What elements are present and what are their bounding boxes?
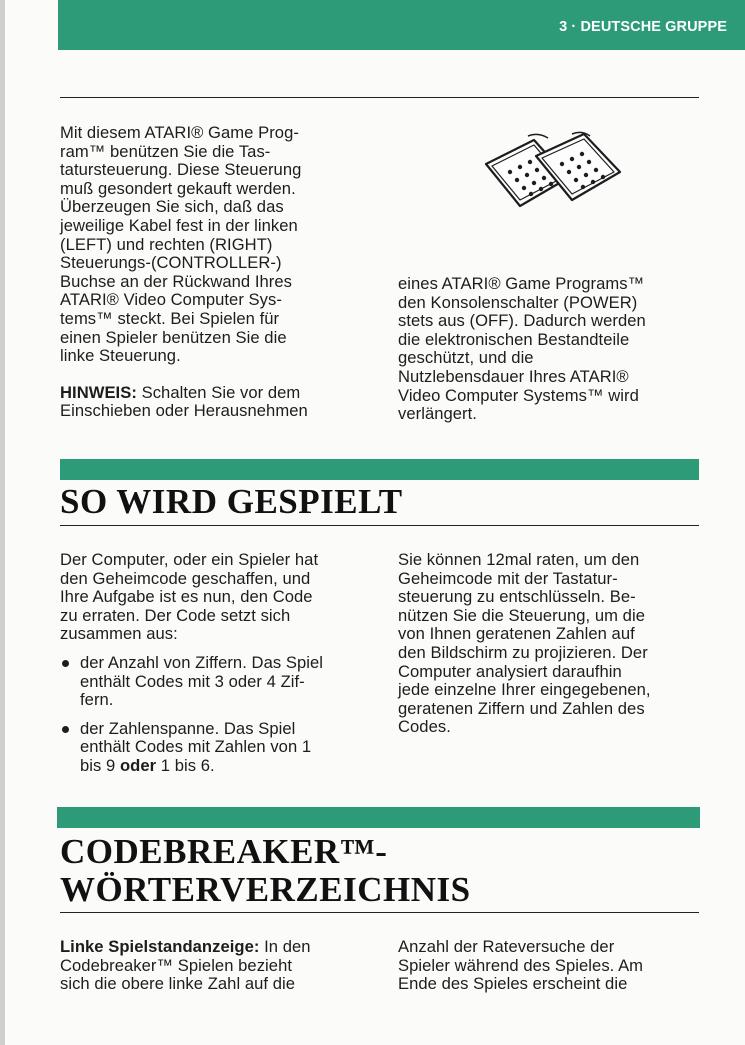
text-line: linke Steuerung. — [60, 346, 181, 366]
text-line: eines ATARI® Game Programs™ — [398, 274, 645, 293]
text-line: einen Spieler benützen Sie die — [60, 327, 287, 347]
section-heading: SO WIRD GESPIELT — [60, 482, 403, 521]
text-line: Buchse an der Rückwand Ihres — [60, 271, 292, 291]
play-right-column — [398, 551, 708, 737]
text-line: Codebreaker™ Spielen bezieht — [60, 955, 293, 975]
top-rule — [60, 97, 699, 98]
text-line: Spieler während des Spieles. Am — [398, 955, 644, 975]
list-item — [60, 720, 365, 776]
section-label: 3 · DEUTSCHE GRUPPE — [559, 19, 727, 35]
text-line: enthält Codes mit 3 oder 4 Zif- — [80, 671, 305, 691]
page-edge — [0, 0, 5, 1045]
text-line: Ende des Spieles erscheint die — [398, 974, 628, 994]
text-line: Sie können 12mal raten, um den — [398, 550, 640, 569]
play-left-column — [60, 551, 365, 786]
text-line: Geheimcode mit der Tastatur- — [398, 568, 618, 588]
text-line — [80, 757, 365, 776]
text-line: sich die obere linke Zahl auf die — [60, 974, 296, 994]
section-band — [60, 459, 699, 480]
heading-line: CODEBREAKER™- — [60, 832, 388, 871]
text-line: den Konsolenschalter (POWER) — [398, 292, 638, 312]
text-span: bis 9 — [80, 755, 120, 775]
bullet-icon — [62, 660, 69, 667]
section-heading — [60, 833, 471, 909]
note-label: HINWEIS: — [60, 382, 137, 402]
text-line: tatursteuerung. Diese Steuerung — [60, 160, 302, 180]
note-text: Schalten Sie vor dem — [136, 382, 301, 402]
text-line: jeweilige Kabel fest in der linken — [60, 215, 298, 235]
intro-left-column — [60, 124, 370, 421]
text-line: Überzeugen Sie sich, daß das — [60, 197, 284, 217]
section-rule — [60, 525, 699, 526]
keyboard-controllers-icon — [478, 130, 628, 220]
text-line: die elektronischen Bestandteile — [398, 329, 630, 349]
text-line: ATARI® Video Computer Sys- — [60, 290, 282, 310]
bullet-list — [60, 654, 365, 776]
text-line: von Ihnen geratenen Zahlen auf — [398, 624, 635, 644]
text-line: ram™ benützen Sie die Tas- — [60, 141, 271, 161]
text-line — [60, 938, 370, 957]
text-line: Nutzlebensdauer Ihres ATARI® — [398, 366, 629, 386]
text-line: fern. — [80, 690, 114, 710]
section-band — [57, 807, 700, 828]
bold-text: oder — [119, 755, 157, 775]
text-line: Ihre Aufgabe ist es nun, den Code — [60, 587, 313, 607]
text-line: den Geheimcode geschaffen, und — [60, 568, 311, 588]
text-line: Codes. — [398, 717, 451, 737]
text-line: Anzahl der Rateversuche der — [398, 937, 615, 956]
list-item — [60, 654, 365, 710]
text-line: stets aus (OFF). Dadurch werden — [398, 311, 646, 331]
text-line: der Anzahl von Ziffern. Das Spiel — [80, 652, 324, 672]
text-line: zusammen aus: — [60, 624, 178, 644]
text-line: den Bildschirm zu projizieren. Der — [398, 642, 648, 662]
text-line: (LEFT) und rechten (RIGHT) — [60, 234, 273, 254]
heading-line: WÖRTERVERZEICHNIS — [60, 870, 471, 909]
text-line: Steuerungs-(CONTROLLER-) — [60, 253, 282, 273]
text-line: geschützt, und die — [398, 348, 534, 368]
text-line: verlängert. — [398, 404, 477, 424]
text-span: 1 bis 6. — [156, 755, 215, 775]
text-line: muß gesondert gekauft werden. — [60, 178, 296, 198]
glossary-right-column — [398, 938, 708, 994]
text-line: Der Computer, oder ein Spieler hat — [60, 550, 319, 569]
section-rule — [60, 912, 699, 913]
text-line: Einschieben oder Herausnehmen — [60, 401, 308, 421]
text-line: Mit diesem ATARI® Game Prog- — [60, 123, 299, 142]
text-line: zu erraten. Der Code setzt sich — [60, 605, 291, 625]
text-line: enthält Codes mit Zahlen von 1 — [80, 737, 312, 757]
text-line: jede einzelne Ihrer eingegebenen, — [398, 680, 651, 700]
text-line: nützen Sie die Steuerung, um die — [398, 605, 645, 625]
glossary-left-column — [60, 938, 370, 994]
intro-right-column — [398, 275, 708, 424]
text-line: geratenen Ziffern und Zahlen des — [398, 698, 645, 718]
note-line — [60, 384, 370, 403]
text-line: Video Computer Systems™ wird — [398, 385, 639, 405]
text-line: der Zahlenspanne. Das Spiel — [80, 718, 296, 738]
text-span: In den — [259, 937, 311, 956]
glossary-term: Linke Spielstandanzeige: — [60, 937, 260, 956]
bullet-icon — [62, 726, 69, 733]
text-line: Computer analysiert daraufhin — [398, 661, 622, 681]
text-line: steuerung zu entschlüsseln. Be- — [398, 587, 636, 607]
text-line: tems™ steckt. Bei Spielen für — [60, 308, 280, 328]
